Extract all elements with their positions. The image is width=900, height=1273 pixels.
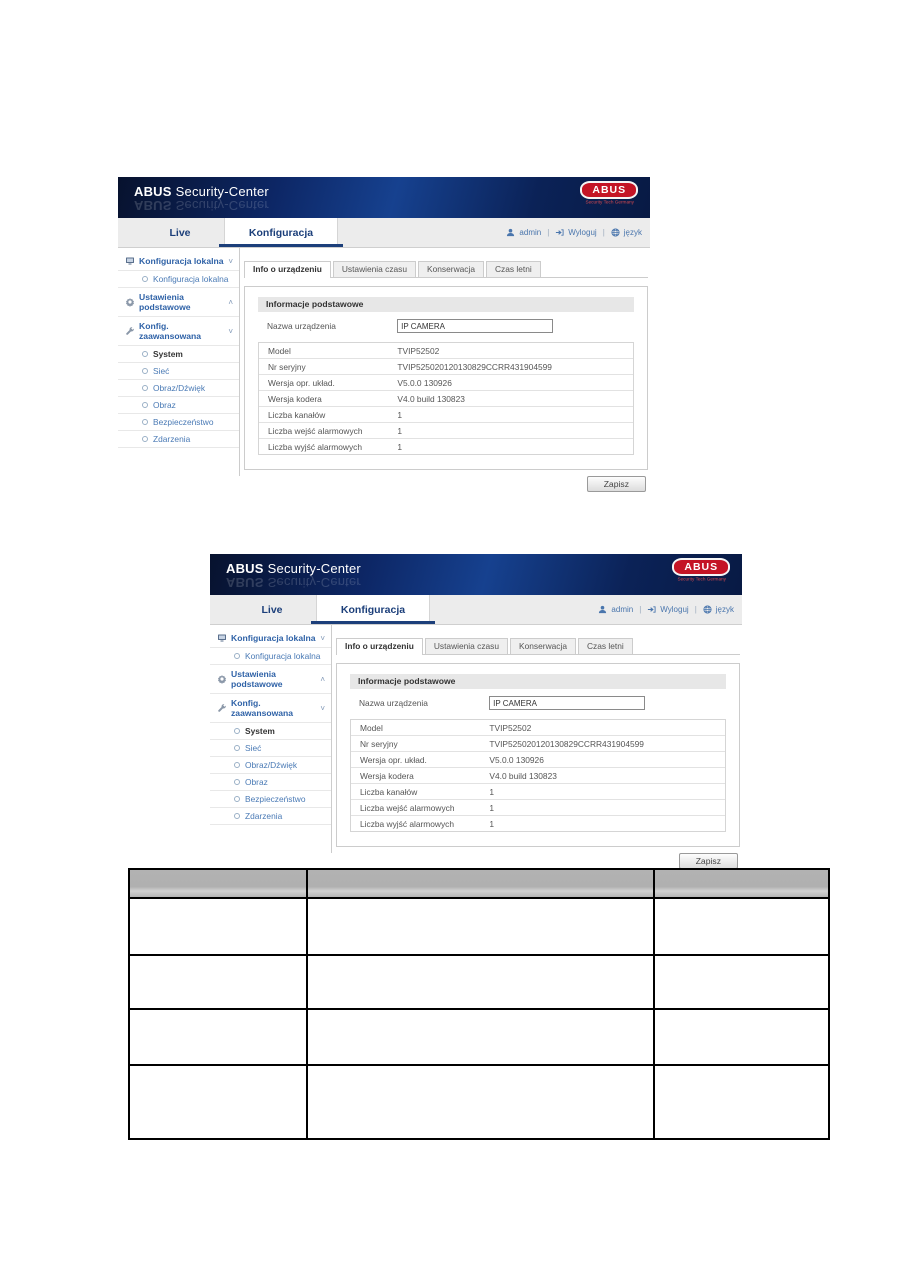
bullet-icon [142,419,148,425]
sidebar-group-ustawienia-podstawowe[interactable]: Ustawienia podstawowe ˄ [118,288,239,317]
sidebar-item-bezpieczenstwo[interactable]: Bezpieczeństwo [210,791,331,808]
table-row: Liczba kanałów 1 [259,407,633,423]
logout-link[interactable]: Wyloguj [568,228,597,237]
doc-table-row [129,1065,829,1139]
main-content [332,625,742,866]
table-row: Liczba wyjść alarmowych 1 [268,441,403,452]
table-row: Wersja kodera V4.0 build 130823 [259,391,633,407]
doc-table-cell [654,955,829,1009]
wrench-icon [217,703,227,713]
brand-reflection: ABUS Security-Center [226,575,361,590]
table-row: Nr seryjny TVIP525020120130829CCRR431904599 [351,736,725,752]
brand [210,554,361,588]
table-row: Liczba wyjść alarmowych 1 [360,818,495,829]
logout-icon [555,228,564,237]
userbar [506,218,642,247]
sidebar-group-ustawienia-podstawowe[interactable]: Ustawienia podstawowe ˄ [210,665,331,694]
sidebar-item-obraz[interactable]: Obraz [210,774,331,791]
sidebar-item-zdarzenia[interactable]: Zdarzenia [210,808,331,825]
nav-tabs [118,218,338,247]
save-row [244,476,648,492]
userbar-separator: | [602,228,605,237]
globe-icon [611,228,620,237]
monitor-icon [217,633,227,643]
logout-link[interactable]: Wyloguj [660,605,689,614]
doc-table-row [129,955,829,1009]
config-body [118,248,650,489]
doc-table-cell [307,955,654,1009]
main-navbar [210,595,742,625]
bullet-icon [234,762,240,768]
device-name-row [258,319,634,333]
doc-table-row [129,898,829,955]
userbar [598,595,734,624]
content-tabs [336,638,740,655]
sidebar-item-zdarzenia[interactable]: Zdarzenia [118,431,239,448]
sidebar-item-obraz-dzwiek[interactable]: Obraz/Dźwięk [118,380,239,397]
table-row: Wersja opr. układ. V5.0.0 130926 [259,375,633,391]
doc-table [128,868,830,1140]
tab-info-o-urzadzeniu[interactable]: Info o urządzeniu [244,261,331,277]
userbar-separator: | [639,605,642,614]
monitor-icon [125,256,135,266]
tab-czas-letni[interactable]: Czas letni [486,261,541,277]
content-tabs [244,261,648,278]
sidebar-item-obraz-dzwiek[interactable]: Obraz/Dźwięk [210,757,331,774]
gear-icon [125,297,135,307]
config-sidebar [118,248,240,476]
device-name-input[interactable] [397,319,553,333]
chevron-down-icon: ˅ [320,633,325,643]
table-row: Model TVIP52502 [351,720,725,736]
screenshot-1 [118,177,650,489]
username-label: admin [519,228,542,237]
table-row: Liczba wejść alarmowych 1 [351,800,725,816]
sidebar-item-siec[interactable]: Sieć [118,363,239,380]
bullet-icon [234,779,240,785]
doc-table-cell [654,898,829,955]
sidebar-item-konfiguracja-lokalna[interactable]: Konfiguracja lokalna [210,648,331,665]
config-sidebar [210,625,332,853]
sidebar-group-konfiguracja-lokalna[interactable]: Konfiguracja lokalna ˅ [118,252,239,271]
tab-live[interactable]: Live [261,603,283,616]
camera-config-screenshot [118,177,650,489]
sidebar-item-bezpieczenstwo[interactable]: Bezpieczeństwo [118,414,239,431]
device-info-table [258,342,634,455]
sidebar-group-konfig-zaawansowana[interactable]: Konfig. zaawansowana ˅ [118,317,239,346]
tab-konfiguracja[interactable]: Konfiguracja [316,595,430,624]
brand-title: ABUS Security-Center [134,184,269,199]
save-button[interactable]: Zapisz [587,476,646,492]
doc-table-header-row [129,869,829,898]
bullet-icon [234,813,240,819]
section-title: Informacje podstawowe [350,674,726,689]
bullet-icon [142,385,148,391]
sidebar-group-konfig-zaawansowana[interactable]: Konfig. zaawansowana ˅ [210,694,331,723]
config-body [210,625,742,866]
abus-logo-subtext: Security Tech Germany [585,200,634,206]
abus-logo-text: ABUS [672,558,730,576]
tab-info-o-urzadzeniu[interactable]: Info o urządzeniu [336,638,423,654]
table-row: Wersja kodera V4.0 build 130823 [351,768,725,784]
doc-table-cell [129,955,307,1009]
nav-tabs [210,595,430,624]
device-info-panel [244,286,648,470]
brand [118,177,269,211]
language-link[interactable]: język [623,228,642,237]
sidebar-item-system[interactable]: System [118,346,239,363]
user-icon [506,228,515,237]
tab-ustawienia-czasu[interactable]: Ustawienia czasu [333,261,416,277]
userbar-separator: | [694,605,697,614]
doc-table-cell [307,898,654,955]
device-name-input[interactable] [489,696,645,710]
sidebar-item-system[interactable]: System [210,723,331,740]
bullet-icon [234,728,240,734]
doc-table-cell [654,1065,829,1139]
tab-czas-letni[interactable]: Czas letni [578,638,633,654]
chevron-down-icon: ˅ [228,256,233,266]
bullet-icon [142,402,148,408]
device-name-row [350,696,726,710]
bullet-icon [234,653,240,659]
doc-table-header-cell [654,869,829,898]
app-header [118,177,650,218]
device-name-label: Nazwa urządzenia [267,321,336,331]
abus-logo-subtext: Security Tech Germany [677,577,726,583]
chevron-down-icon: ˅ [320,703,325,713]
table-row: Nr seryjny TVIP525020120130829CCRR431904599 [259,359,633,375]
table-row: Model TVIP52502 [259,343,633,359]
save-button[interactable]: Zapisz [679,853,738,869]
logout-icon [647,605,656,614]
sidebar-item-siec[interactable]: Sieć [210,740,331,757]
tab-konserwacja[interactable]: Konserwacja [418,261,484,277]
username-label: admin [611,605,634,614]
bullet-icon [234,745,240,751]
user-icon [598,605,607,614]
doc-table-header-cell [307,869,654,898]
tab-live[interactable]: Live [169,226,191,239]
camera-config-screenshot [210,554,742,866]
abus-logo-text: ABUS [580,181,638,199]
doc-table-cell [307,1065,654,1139]
doc-table-header-cell [129,869,307,898]
userbar-separator: | [547,228,550,237]
brand-title: ABUS Security-Center [226,561,361,576]
sidebar-group-konfiguracja-lokalna[interactable]: Konfiguracja lokalna ˅ [210,629,331,648]
bullet-icon [142,436,148,442]
abus-logo [576,181,643,207]
abus-logo [668,558,735,584]
device-info-panel [336,663,740,847]
table-row: Liczba wejść alarmowych 1 [259,423,633,439]
chevron-down-icon: ˅ [228,326,233,336]
table-row: Liczba kanałów 1 [351,784,725,800]
device-name-label: Nazwa urządzenia [359,698,428,708]
bullet-icon [234,796,240,802]
screenshot-2 [210,554,742,866]
section-title: Informacje podstawowe [258,297,634,312]
main-navbar [118,218,650,248]
doc-table-cell [129,1009,307,1065]
table-row: Wersja opr. układ. V5.0.0 130926 [351,752,725,768]
device-info-table [350,719,726,832]
doc-table-cell [654,1009,829,1065]
app-header [210,554,742,595]
main-content [240,248,650,489]
brand-reflection: ABUS Security-Center [134,198,269,213]
bullet-icon [142,368,148,374]
bullet-icon [142,351,148,357]
save-row [336,853,740,869]
tab-ustawienia-czasu[interactable]: Ustawienia czasu [425,638,508,654]
globe-icon [703,605,712,614]
language-link[interactable]: język [715,605,734,614]
bullet-icon [142,276,148,282]
doc-table-cell [307,1009,654,1065]
doc-table-cell [129,1065,307,1139]
gear-icon [217,674,227,684]
wrench-icon [125,326,135,336]
doc-table-cell [129,898,307,955]
doc-table-row [129,1009,829,1065]
tab-konfiguracja[interactable]: Konfiguracja [224,218,338,247]
tab-konserwacja[interactable]: Konserwacja [510,638,576,654]
chevron-up-icon: ˄ [228,297,233,307]
sidebar-item-obraz[interactable]: Obraz [118,397,239,414]
sidebar-item-konfiguracja-lokalna[interactable]: Konfiguracja lokalna [118,271,239,288]
chevron-up-icon: ˄ [320,674,325,684]
